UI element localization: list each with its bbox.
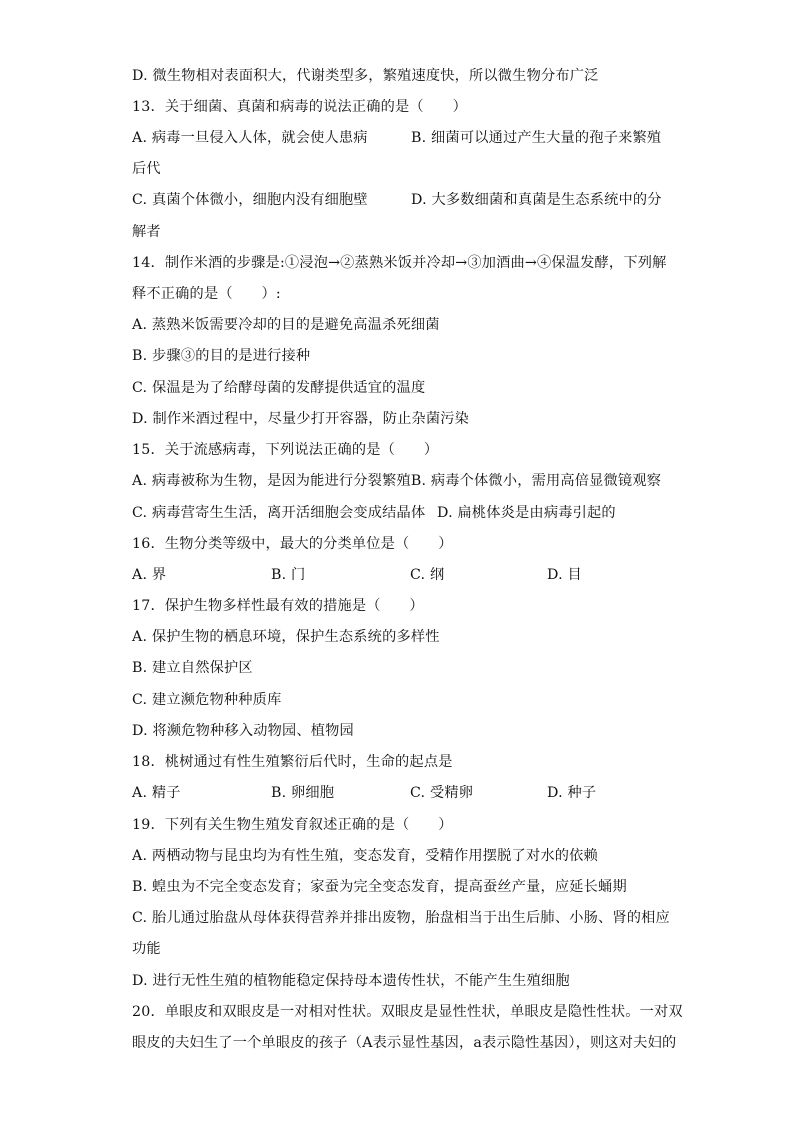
q15-options-ab: A. 病毒被称为生物，是因为能进行分裂繁殖B. 病毒个体微小，需用高倍显微镜观察 <box>132 473 662 489</box>
q19-option-b: B. 蝗虫为不完全变态发育；家蚕为完全变态发育，提高蚕丝产量，应延长蛹期 <box>132 879 627 895</box>
q19-option-a: A. 两栖动物与昆虫均为有性生殖，变态发育，受精作用摆脱了对水的依赖 <box>132 848 598 864</box>
q13-options-ab <box>132 128 662 148</box>
q13-stem: 13．关于细菌、真菌和病毒的说法正确的是（ ） <box>132 99 467 115</box>
q19-stem: 19．下列有关生物生殖发育叙述正确的是（ ） <box>132 817 453 833</box>
q13-option-b: B. 细菌可以通过产生大量的孢子来繁殖 <box>411 130 662 146</box>
q15-option-d: D. 扁桃体炎是由病毒引起的 <box>437 505 616 521</box>
q13-options-cd <box>132 190 662 210</box>
q13-option-d: D. 大多数细菌和真菌是生态系统中的分 <box>411 192 662 208</box>
q13-option-c: C. 真菌个体微小，细胞内没有细胞壁 <box>132 192 368 208</box>
q16-option-d: D. 目 <box>547 567 582 583</box>
q20-stem-cont: 眼皮的夫妇生了一个单眼皮的孩子（A表示显性基因，a表示隐性基因），则这对夫妇的 <box>132 1035 677 1051</box>
q18-options <box>132 783 597 803</box>
q13-option-d-cont: 解者 <box>132 224 161 240</box>
q18-stem: 18．桃树通过有性生殖繁衍后代时，生命的起点是 <box>132 754 453 770</box>
q14-option-b: B. 步骤③的目的是进行接种 <box>132 348 311 364</box>
q13-option-b-cont: 后代 <box>132 161 161 177</box>
q14-option-d: D. 制作米酒过程中，尽量少打开容器，防止杂菌污染 <box>132 411 470 427</box>
q14-option-c: C. 保温是为了给酵母菌的发酵提供适宜的温度 <box>132 380 426 396</box>
q18-option-b: B. 卵细胞 <box>271 785 335 801</box>
q17-option-a: A. 保护生物的栖息环境，保护生态系统的多样性 <box>132 629 440 645</box>
q16-options <box>132 565 582 585</box>
q17-option-b: B. 建立自然保护区 <box>132 660 253 676</box>
q16-option-a: A. 界 <box>132 567 167 583</box>
q14-stem-cont: 释不正确的是（ ）: <box>132 286 281 302</box>
q14-option-a: A. 蒸熟米饭需要冷却的目的是避免高温杀死细菌 <box>132 317 440 333</box>
q18-option-c: C. 受精卵 <box>410 785 474 801</box>
q14-stem: 14．制作米酒的步骤是:①浸泡→②蒸熟米饭并冷却→③加酒曲→④保温发酵，下列解 <box>132 255 667 271</box>
q15-stem: 15．关于流感病毒，下列说法正确的是（ ） <box>132 442 439 458</box>
q18-option-a: A. 精子 <box>132 785 181 801</box>
q18-option-d: D. 种子 <box>547 785 597 801</box>
q15-option-c: C. 病毒营寄生生活，离开活细胞会变成结晶体 <box>132 505 426 521</box>
q20-stem: 20．单眼皮和双眼皮是一对相对性状。双眼皮是显性性状，单眼皮是隐性性状。一对双 <box>132 1004 683 1020</box>
q15-options-cd <box>132 503 616 523</box>
q19-option-c-cont: 功能 <box>132 941 161 957</box>
q16-option-c: C. 纲 <box>410 567 445 583</box>
q13-option-a: A. 病毒一旦侵入人体，就会使人患病 <box>132 130 368 146</box>
q17-option-c: C. 建立濒危物种种质库 <box>132 692 282 708</box>
q16-stem: 16．生物分类等级中，最大的分类单位是（ ） <box>132 536 453 552</box>
q17-stem: 17．保护生物多样性最有效的措施是（ ） <box>132 598 424 614</box>
q17-option-d: D. 将濒危物种移入动物园、植物园 <box>132 723 354 739</box>
q16-option-b: B. 门 <box>271 567 306 583</box>
q19-option-d: D. 进行无性生殖的植物能稳定保持母本遗传性状，不能产生生殖细胞 <box>132 973 570 989</box>
q19-option-c: C. 胎儿通过胎盘从母体获得营养并排出废物，胎盘相当于出生后肺、小肠、肾的相应 <box>132 910 670 926</box>
q12-option-d: D. 微生物相对表面积大，代谢类型多，繁殖速度快，所以微生物分布广泛 <box>132 68 599 84</box>
